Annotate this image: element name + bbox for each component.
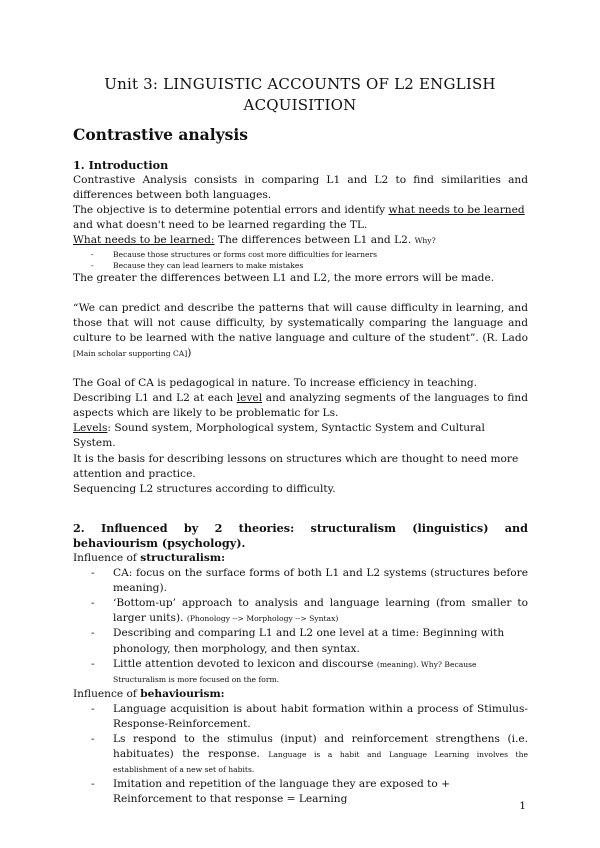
behaviourism-list: [73, 702, 528, 808]
intro-paragraph-4: The greater the differences between L1 and L2, the more errors will be made.: [73, 271, 495, 284]
lado-quote: “We can predict and describe the patterns that will cause difficulty in learning, and those that will not cause difficulty, by systematically comparing the language and culture to be learned with the native language and culture of the student”. (R. Lado [Main scholar supporting CA]): [73, 301, 528, 359]
structuralism-list: [73, 566, 528, 687]
intro-paragraph-3: What needs to be learned: The differences between L1 and L2. Why?: [73, 234, 436, 247]
list-item: - Because those structures or forms cost more difficulties for learners: [73, 249, 528, 260]
intro-paragraph-7: Levels: Sound system, Morphological system, Syntactic System and Cultural System.: [73, 422, 485, 450]
list-item: - Because they can lead learners to make mistakes: [73, 260, 528, 271]
list-item: - CA: focus on the surface forms of both L1 and L2 systems (structures before meaning).: [73, 566, 528, 596]
intro-paragraph-5: The Goal of CA is pedagogical in nature. To increase efficiency in teaching.: [73, 377, 478, 390]
unit-title-line1: Unit 3: LINGUISTIC ACCOUNTS OF L2 ENGLISH: [104, 75, 496, 93]
intro-paragraph-6: Describing L1 and L2 at each level and analyzing segments of the languages to find aspects which are likely to be problematic for Ls.: [73, 392, 528, 420]
theories-heading: 2. Influenced by 2 theories: structuralism (linguistics) and behaviourism (psychology).: [73, 520, 528, 550]
structuralism-label: Influence of structuralism:: [73, 551, 225, 564]
section-heading: Contrastive analysis: [73, 125, 248, 144]
page-number: 1: [519, 800, 526, 812]
unit-title: [60, 74, 540, 116]
document-body: [73, 158, 528, 808]
list-item: - Imitation and repetition of the language they are exposed to + Reinforcement to that response = Learning: [73, 777, 528, 807]
intro-paragraph-9: Sequencing L2 structures according to difficulty.: [73, 482, 336, 495]
intro-paragraph-8: It is the basis for describing lessons on structures which are thought to need more attention and practice.: [73, 452, 519, 480]
why-list: [73, 249, 528, 271]
list-item: - Little attention devoted to lexicon and discourse (meaning). Why? Because Structuralism is more focused on the form.: [73, 657, 528, 687]
list-item: - ‘Bottom-up’ approach to analysis and language learning (from smaller to larger units). (Phonology --> Morphology --> Syntax): [73, 596, 528, 626]
list-item: - Language acquisition is about habit formation within a process of Stimulus-Response-Reinforcement.: [73, 702, 528, 732]
intro-paragraph-1: Contrastive Analysis consists in comparing L1 and L2 to find similarities and differences between both languages.: [73, 174, 528, 202]
list-item: - Describing and comparing L1 and L2 one level at a time: Beginning with phonology, then morphology, and then syntax.: [73, 626, 528, 656]
behaviourism-label: Influence of behaviourism:: [73, 687, 225, 700]
intro-heading: 1. Introduction: [73, 158, 169, 172]
unit-title-line2: ACQUISITION: [243, 96, 357, 114]
intro-paragraph-2: The objective is to determine potential errors and identify what needs to be learned and what doesn't need to be learned regarding the TL.: [73, 204, 525, 232]
what-needs-learned-link: what needs to be learned: [388, 204, 525, 217]
list-item: - Ls respond to the stimulus (input) and reinforcement strengthens (i.e. habituates) the response. Language is a habit and Language Learning involves the establishment of a new set of habits.: [73, 732, 528, 777]
